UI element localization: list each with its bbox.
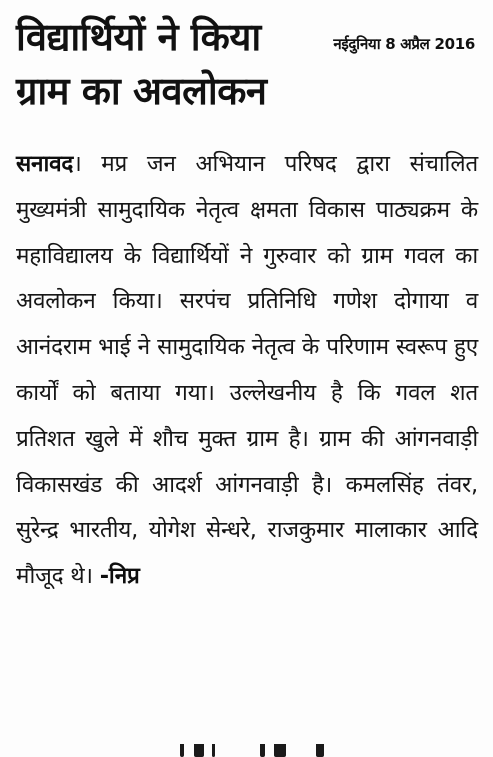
place-separator: । [73, 151, 102, 177]
cut-off-glyph [180, 744, 184, 757]
cut-off-glyph [274, 744, 286, 757]
cut-off-glyph [212, 744, 215, 757]
source-dateline: नईदुनिया 8 अप्रैल 2016 [333, 35, 475, 53]
cut-off-glyph [194, 744, 204, 757]
dateline-place: सनावद [16, 151, 74, 177]
cut-off-glyph [260, 744, 265, 757]
cut-off-glyph [316, 744, 324, 757]
next-article-fragment [150, 744, 350, 757]
article-text: मप्र जन अभियान परिषद द्वारा संचालित मुख्यमंत्री सामुदायिक नेतृत्व क्षमता विकास पाठ्यक्रम के महाविद्यालय के विद्यार्थियों ने गुरुवार को ग्राम गवल का अवलोकन किया। सरपंच प्रतिनिधि गणेश दोगाया व आनंदराम भाई ने सामुदायिक नेतृत्व के परिणाम स्वरूप हुए कार्यों को बताया गया। उल्लेखनीय है कि गवल शत प्रतिशत खुले में शौच मुक्त ग्राम है। ग्राम की आंगनवाड़ी विकासखंड की आदर्श आंगनवाड़ी है। कमलसिंह तंवर, सुरेन्द्र भारतीय, योगेश सेन्धरे, राजकुमार मालाकार आदि मौजूद थे। [16, 151, 479, 590]
article-body [16, 142, 478, 600]
byline: -निप्र [99, 563, 140, 590]
headline: विद्यार्थियों ने किया ग्राम का अवलोकन [16, 15, 267, 113]
